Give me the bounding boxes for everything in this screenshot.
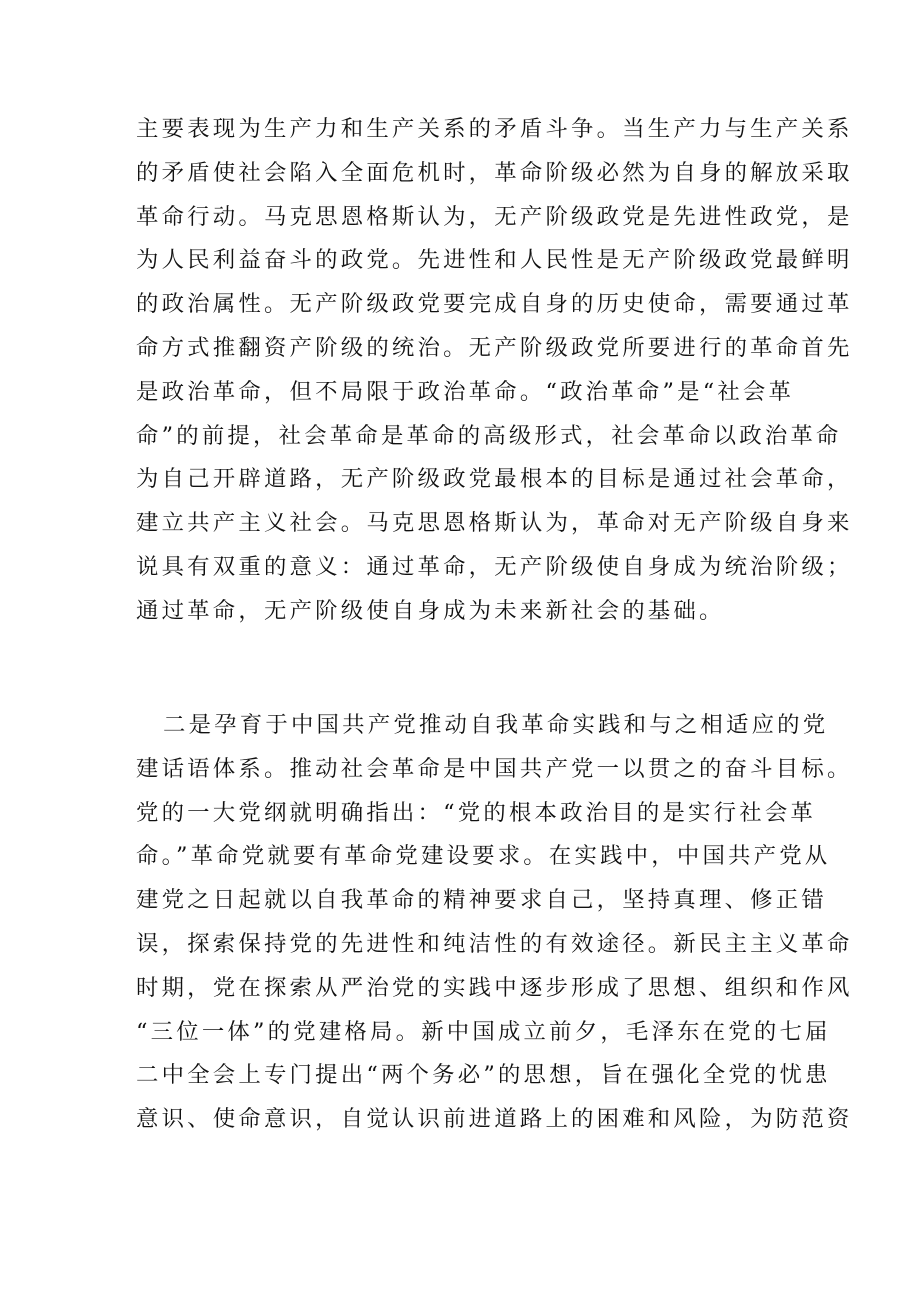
paragraph-line: 建立共产主义社会。马克思恩格斯认为，革命对无产阶级自身来 xyxy=(136,510,853,537)
paragraph-line: 建话语体系。推动社会革命是中国共产党一以贯之的奋斗目标。 xyxy=(136,755,853,782)
paragraph-line: 二中全会上专门提出“两个务必”的思想，旨在强化全党的忧患 xyxy=(136,1062,831,1089)
paragraph-line: 党的一大党纲就明确指出：“党的根本政治目的是实行社会革 xyxy=(136,799,817,826)
paragraph-first-line: 二是孕育于中国共产党推动自我革命实践和与之相适应的党 xyxy=(163,712,829,738)
paragraph-line: 命方式推翻资产阶级的统治。无产阶级政党所要进行的革命首先 xyxy=(136,334,853,361)
paragraph-line: 命。”革命党就要有革命党建设要求。在实践中，中国共产党从 xyxy=(136,843,831,870)
paragraph-line: 建党之日起就以自我革命的精神要求自己，坚持真理、修正错 xyxy=(136,887,827,914)
paragraph-1 xyxy=(136,108,853,634)
paragraph-line: “三位一体”的党建格局。新中国成立前夕，毛泽东在党的七届 xyxy=(136,1018,831,1045)
paragraph-line: 为人民利益奋斗的政党。先进性和人民性是无产阶级政党最鲜明 xyxy=(136,247,853,274)
paragraph-line: 主要表现为生产力和生产关系的矛盾斗争。当生产力与生产关系 xyxy=(136,116,853,142)
paragraph-line: 误，探索保持党的先进性和纯洁性的有效途径。新民主主义革命 xyxy=(136,930,853,957)
paragraph-2 xyxy=(136,704,853,1142)
paragraph-line: 的矛盾使社会陷入全面危机时，革命阶级必然为自身的解放采取 xyxy=(136,159,853,186)
paragraph-line: 说具有双重的意义：通过革命，无产阶级使自身成为统治阶级； xyxy=(136,553,853,580)
paragraph-line: 意识、使命意识，自觉认识前进道路上的困难和风险，为防范资 xyxy=(136,1106,853,1133)
paragraph-line: 命”的前提，社会革命是革命的高级形式，社会革命以政治革命 xyxy=(136,422,842,449)
paragraph-line: 的政治属性。无产阶级政党要完成自身的历史使命，需要通过革 xyxy=(136,291,853,318)
paragraph-line: 革命行动。马克思恩格斯认为，无产阶级政党是先进性政党，是 xyxy=(136,203,853,230)
paragraph-line: 为自己开辟道路，无产阶级政党最根本的目标是通过社会革命， xyxy=(136,466,853,493)
paragraph-line: 时期，党在探索从严治党的实践中逐步形成了思想、组织和作风 xyxy=(136,974,853,1001)
paragraph-line: 是政治革命，但不局限于政治革命。“政治革命”是“社会革 xyxy=(136,378,795,405)
paragraph-line: 通过革命，无产阶级使自身成为未来新社会的基础。 xyxy=(136,597,725,624)
